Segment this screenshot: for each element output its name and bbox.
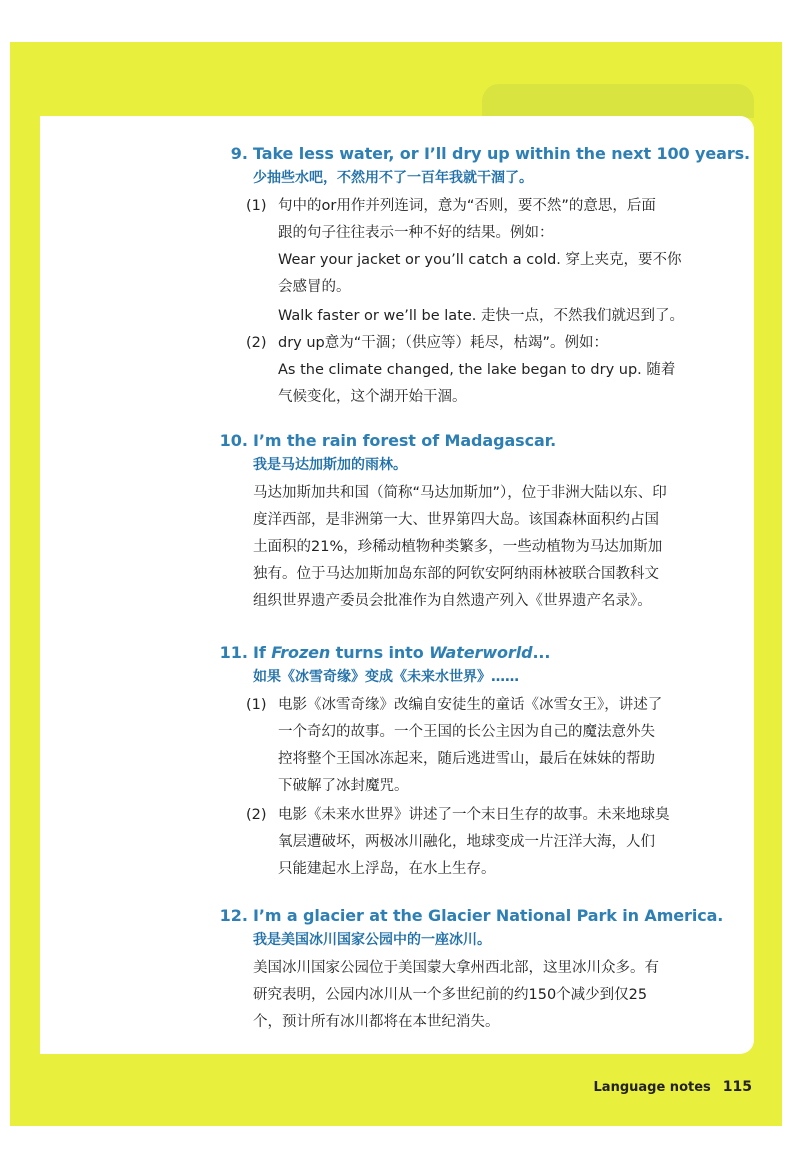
item-label: (2) [246, 335, 267, 351]
note-number: 12. [219, 906, 248, 925]
item-label: (1) [246, 697, 267, 713]
example-line: Wear your jacket or you’ll catch a cold. 穿上夹克，要不你 [278, 252, 682, 268]
paragraph-line: 个，预计所有冰川都将在本世纪消失。 [253, 1014, 500, 1030]
note-heading-en: 12. I’m a glacier at the Glacier National Park in America. [40, 904, 740, 928]
item-label: (2) [246, 807, 267, 823]
note-number: 9. [230, 144, 248, 163]
film-title: Waterworld [429, 643, 533, 662]
note-heading-zh: 我是美国冰川国家公园中的一座冰川。 [253, 932, 491, 948]
note-item-2 [40, 802, 740, 883]
paragraph-line: 独有。位于马达加斯加岛东部的阿钦安阿纳雨林被联合国教科文 [253, 566, 659, 582]
paragraph-line: 度洋西部，是非洲第一大、世界第四大岛。该国森林面积约占国 [253, 512, 659, 528]
note-item-2 [40, 330, 740, 357]
example [40, 303, 740, 330]
note-10 [40, 429, 740, 615]
paragraph-line: 组织世界遗产委员会批准作为自然遗产列入《世界遗产名录》。 [253, 593, 652, 609]
item-text-line: 跟的句子往往表示一种不好的结果。例如： [278, 225, 554, 241]
item-text-line: 氧层遭破坏，两极冰川融化，地球变成一片汪洋大海，人们 [278, 834, 655, 850]
note-heading-zh: 如果《冰雪奇缘》变成《未来水世界》…… [253, 669, 519, 685]
note-heading-en: 10. I’m the rain forest of Madagascar. [40, 429, 740, 453]
note-12 [40, 904, 740, 1036]
note-number: 10. [219, 431, 248, 450]
decorative-tab [482, 84, 754, 118]
example [40, 247, 740, 301]
item-text-line: 句中的or用作并列连词，意为“否则，要不然”的意思，后面 [278, 198, 656, 214]
note-heading-zh: 我是马达加斯加的雨林。 [253, 457, 407, 473]
paragraph-line: 美国冰川国家公园位于美国蒙大拿州西北部，这里冰川众多。有 [253, 960, 659, 976]
note-number: 11. [219, 643, 248, 662]
example [40, 357, 740, 411]
note-heading-en: 9. Take less water, or I’ll dry up within the next 100 years. [40, 142, 740, 166]
footer-section-title: Language notes [593, 1080, 711, 1095]
item-text-line: 电影《冰雪奇缘》改编自安徒生的童话《冰雪女王》，讲述了 [278, 697, 663, 713]
example-line: 气候变化，这个湖开始干涸。 [278, 389, 467, 405]
note-item-1 [40, 193, 740, 247]
example-line: 会感冒的。 [278, 279, 351, 295]
paragraph-line: 研究表明，公园内冰川从一个多世纪前的约150个减少到仅25 [253, 987, 648, 1003]
item-text-line: 控将整个王国冰冻起来，随后逃进雪山，最后在妹妹的帮助 [278, 751, 655, 767]
note-paragraph [40, 480, 740, 615]
note-paragraph [40, 955, 740, 1036]
item-text-line: 电影《未来水世界》讲述了一个末日生存的故事。未来地球臭 [278, 807, 670, 823]
item-text-line: dry up意为“干涸；（供应等）耗尽，枯竭”。例如： [278, 335, 609, 351]
example-line: Walk faster or we’ll be late. 走快一点，不然我们就迟到了。 [278, 308, 685, 324]
note-heading-zh: 少抽些水吧，不然用不了一百年我就干涸了。 [253, 170, 533, 186]
note-11 [40, 641, 740, 883]
paragraph-line: 马达加斯加共和国（简称“马达加斯加”），位于非洲大陆以东、印 [253, 485, 667, 501]
item-text-line: 只能建起水上浮岛，在水上生存。 [278, 861, 496, 877]
note-9 [40, 142, 751, 411]
example-line: As the climate changed, the lake began to dry up. 随着 [278, 362, 676, 378]
paragraph-line: 土面积的21%，珍稀动植物种类繁多，一些动植物为马达加斯加 [253, 539, 663, 555]
note-item-1 [40, 692, 740, 800]
note-heading-en: 11. If Frozen turns into Waterworld... [40, 641, 740, 665]
item-text-line: 一个奇幻的故事。一个王国的长公主因为自己的魔法意外失 [278, 724, 655, 740]
item-label: (1) [246, 198, 267, 214]
page-footer [594, 1079, 752, 1095]
item-text-line: 下破解了冰封魔咒。 [278, 778, 409, 794]
film-title: Frozen [271, 643, 331, 662]
page-number: 115 [722, 1079, 752, 1095]
